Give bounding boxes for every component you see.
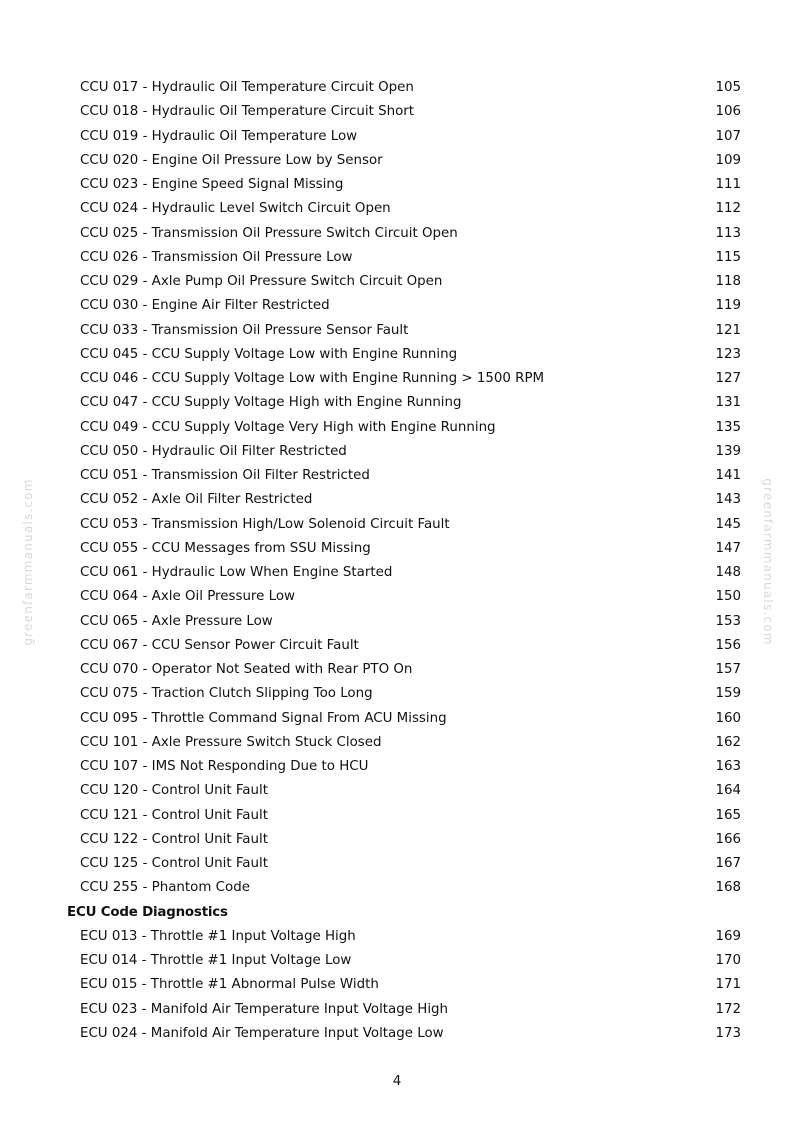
toc-entry-title: CCU 017 - Hydraulic Oil Temperature Circuit Open xyxy=(80,80,414,95)
toc-entry-page: 150 xyxy=(715,589,741,605)
toc-entry-page: 162 xyxy=(715,734,741,750)
toc-entry[interactable] xyxy=(0,973,794,997)
toc-entry[interactable] xyxy=(0,779,794,803)
toc-entry-page: 143 xyxy=(715,492,741,508)
toc-entry-title: CCU 070 - Operator Not Seated with Rear PTO On xyxy=(80,662,413,677)
toc-entry-page: 166 xyxy=(715,831,741,847)
toc-entry[interactable] xyxy=(0,197,794,221)
toc-entry-page: 123 xyxy=(715,346,741,362)
toc-entry[interactable] xyxy=(0,464,794,488)
toc-entry-title: CCU 018 - Hydraulic Oil Temperature Circuit Short xyxy=(80,104,415,120)
page-number: 4 xyxy=(392,1074,402,1089)
toc-entry-page: 135 xyxy=(715,419,741,435)
toc-entry-page: 139 xyxy=(715,443,741,459)
toc-entry[interactable] xyxy=(0,658,794,682)
toc-entry-page: 106 xyxy=(715,104,741,120)
toc-entry-page: 170 xyxy=(715,953,741,968)
toc-entry[interactable] xyxy=(0,513,794,537)
toc-entry-title: CCU 055 - CCU Messages from SSU Missing xyxy=(80,540,371,556)
toc-entry-title: CCU 064 - Axle Oil Pressure Low xyxy=(80,589,296,605)
toc-entry[interactable] xyxy=(0,1022,794,1046)
toc-entry[interactable] xyxy=(0,828,794,852)
toc-entry-page: 147 xyxy=(715,540,741,556)
toc-entry[interactable] xyxy=(0,391,794,415)
toc-entry-page: 105 xyxy=(715,80,741,95)
toc-entry-title: CCU 024 - Hydraulic Level Switch Circuit Open xyxy=(80,201,391,217)
toc-entry-title: CCU 050 - Hydraulic Oil Filter Restricted xyxy=(80,443,347,459)
toc-entry[interactable] xyxy=(0,998,794,1022)
toc-entry[interactable] xyxy=(0,319,794,343)
toc-entry-title: CCU 067 - CCU Sensor Power Circuit Fault xyxy=(80,637,359,653)
toc-entry[interactable] xyxy=(0,537,794,561)
toc-entry-page: 173 xyxy=(715,1025,741,1041)
toc-entry[interactable] xyxy=(0,367,794,391)
toc-entry-title: CCU 075 - Traction Clutch Slipping Too Long xyxy=(80,686,373,702)
toc-entry-page: 107 xyxy=(715,128,741,144)
toc-entry-title: CCU 053 - Transmission High/Low Solenoid Circuit Fault xyxy=(80,516,450,532)
toc-entry-page: 169 xyxy=(715,928,741,944)
toc-entry-page: 115 xyxy=(715,249,741,265)
toc-entry[interactable] xyxy=(0,682,794,706)
toc-entry[interactable] xyxy=(0,561,794,585)
toc-entry[interactable] xyxy=(0,925,794,949)
toc-entry-title: CCU 065 - Axle Pressure Low xyxy=(80,613,273,629)
toc-entry-title: CCU 061 - Hydraulic Low When Engine Started xyxy=(80,565,393,580)
toc-entry[interactable] xyxy=(0,222,794,246)
toc-entry-title: CCU 125 - Control Unit Fault xyxy=(80,856,268,871)
toc-entry-page: 145 xyxy=(715,516,741,532)
toc-entry-title: CCU 026 - Transmission Oil Pressure Low xyxy=(80,249,353,265)
toc-entry-page: 112 xyxy=(715,201,741,217)
toc-entry-title: CCU 052 - Axle Oil Filter Restricted xyxy=(80,492,313,508)
toc-entry[interactable] xyxy=(0,731,794,755)
toc-entry-title: CCU 049 - CCU Supply Voltage Very High with Engine Running xyxy=(80,419,496,435)
toc-entry[interactable] xyxy=(0,416,794,440)
toc-entry-page: 141 xyxy=(715,468,741,483)
toc-entry-page: 127 xyxy=(715,371,741,386)
watermark-right: greenfarmmanuals.com xyxy=(761,478,775,646)
toc-entry-title: CCU 030 - Engine Air Filter Restricted xyxy=(80,298,330,314)
section-title: ECU Code Diagnostics xyxy=(67,904,228,920)
toc-entry-page: 160 xyxy=(715,710,741,726)
toc-entry-page: 167 xyxy=(715,856,741,871)
toc-entry-title: CCU 045 - CCU Supply Voltage Low with Engine Running xyxy=(80,346,458,362)
toc-entry-page: 109 xyxy=(715,152,741,168)
toc-entry-title: CCU 101 - Axle Pressure Switch Stuck Closed xyxy=(80,734,382,750)
toc-entry-title: ECU 023 - Manifold Air Temperature Input Voltage High xyxy=(80,1001,449,1017)
table-of-contents xyxy=(0,76,794,1046)
toc-entry-title: ECU 015 - Throttle #1 Abnormal Pulse Width xyxy=(80,977,379,993)
toc-entry-page: 156 xyxy=(715,637,741,653)
toc-entry[interactable] xyxy=(0,804,794,828)
toc-entry[interactable] xyxy=(0,149,794,173)
toc-entry-title: CCU 019 - Hydraulic Oil Temperature Low xyxy=(80,128,358,144)
toc-entry-page: 159 xyxy=(715,686,741,702)
toc-entry-page: 171 xyxy=(715,977,741,993)
toc-entry[interactable] xyxy=(0,755,794,779)
toc-entry[interactable] xyxy=(0,634,794,658)
toc-entry-title: CCU 122 - Control Unit Fault xyxy=(80,831,268,847)
toc-entry-title: CCU 095 - Throttle Command Signal From ACU Missing xyxy=(80,710,447,726)
toc-entry-title: CCU 121 - Control Unit Fault xyxy=(80,807,268,823)
toc-entry-title: ECU 024 - Manifold Air Temperature Input Voltage Low xyxy=(80,1025,444,1041)
toc-entry-title: CCU 029 - Axle Pump Oil Pressure Switch Circuit Open xyxy=(80,274,443,289)
toc-entry-page: 148 xyxy=(715,565,741,580)
toc-entry-title: CCU 047 - CCU Supply Voltage High with Engine Running xyxy=(80,395,462,411)
toc-entry[interactable] xyxy=(0,707,794,731)
toc-entry[interactable] xyxy=(0,610,794,634)
toc-entry-title: CCU 120 - Control Unit Fault xyxy=(80,783,268,799)
toc-entry-page: 121 xyxy=(715,322,741,338)
watermark-left: greenfarmmanuals.com xyxy=(21,478,35,646)
toc-entry[interactable] xyxy=(0,294,794,318)
toc-entry-title: CCU 255 - Phantom Code xyxy=(80,880,250,896)
toc-entry[interactable] xyxy=(0,488,794,512)
toc-entry[interactable] xyxy=(0,949,794,973)
toc-entry-page: 168 xyxy=(715,880,741,896)
toc-entry-page: 111 xyxy=(715,177,741,192)
toc-entry-page: 165 xyxy=(715,807,741,823)
toc-entry-page: 119 xyxy=(715,298,741,314)
toc-entry-title: CCU 020 - Engine Oil Pressure Low by Sensor xyxy=(80,152,383,168)
toc-entry-title: CCU 051 - Transmission Oil Filter Restricted xyxy=(80,468,370,483)
toc-entry-page: 153 xyxy=(715,613,741,629)
toc-entry[interactable] xyxy=(0,173,794,197)
toc-entry[interactable] xyxy=(0,876,794,900)
toc-entry-page: 113 xyxy=(715,225,741,241)
toc-entry-title: ECU 014 - Throttle #1 Input Voltage Low xyxy=(80,953,352,968)
toc-entry[interactable] xyxy=(0,852,794,876)
toc-entry[interactable] xyxy=(0,440,794,464)
toc-entry-title: CCU 023 - Engine Speed Signal Missing xyxy=(80,177,344,192)
toc-section-heading[interactable] xyxy=(0,901,794,925)
toc-entry[interactable] xyxy=(0,125,794,149)
toc-entry[interactable] xyxy=(0,100,794,124)
toc-entry[interactable] xyxy=(0,270,794,294)
toc-entry-title: CCU 046 - CCU Supply Voltage Low with Engine Running > 1500 RPM xyxy=(80,371,545,386)
toc-entry-page: 131 xyxy=(715,395,741,411)
toc-entry-page: 163 xyxy=(715,759,741,774)
toc-entry-title: ECU 013 - Throttle #1 Input Voltage High xyxy=(80,928,356,944)
toc-entry-page: 157 xyxy=(715,662,741,677)
toc-entry-title: CCU 107 - IMS Not Responding Due to HCU xyxy=(80,759,369,774)
toc-entry-page: 118 xyxy=(715,274,741,289)
toc-entry[interactable] xyxy=(0,76,794,100)
toc-entry-page: 172 xyxy=(715,1001,741,1017)
toc-entry[interactable] xyxy=(0,246,794,270)
toc-entry-title: CCU 025 - Transmission Oil Pressure Switch Circuit Open xyxy=(80,225,458,241)
toc-entry[interactable] xyxy=(0,343,794,367)
toc-entry[interactable] xyxy=(0,585,794,609)
toc-entry-title: CCU 033 - Transmission Oil Pressure Sensor Fault xyxy=(80,322,409,338)
toc-entry-page: 164 xyxy=(715,783,741,799)
